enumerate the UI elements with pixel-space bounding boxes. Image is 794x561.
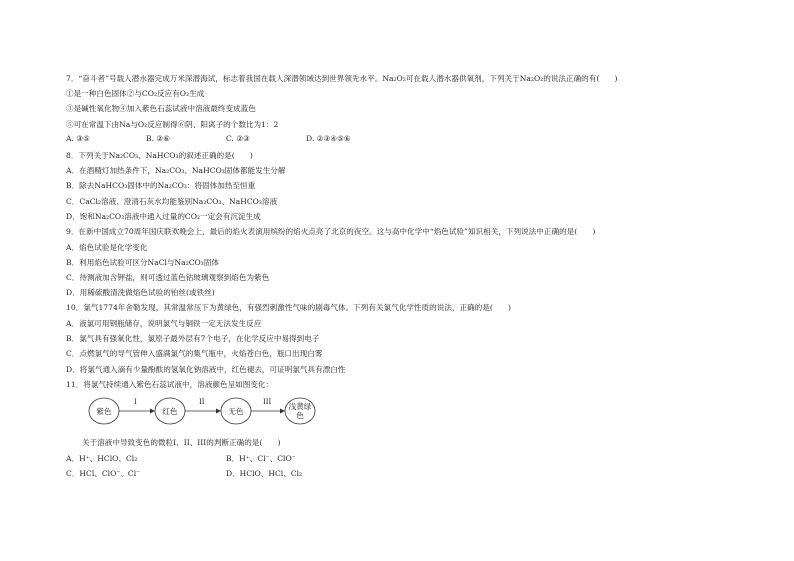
node-red: 红色 bbox=[162, 406, 178, 416]
q11-option-c: C．HCl、ClO⁻、Cl⁻ bbox=[66, 469, 141, 478]
color-change-diagram bbox=[88, 396, 348, 426]
q7-option-a: A. ③⑤ bbox=[66, 134, 90, 143]
q7-option-d: D. ②③④⑤⑥ bbox=[306, 134, 351, 143]
q8-option-d: D．饱和Na₂CO₃溶液中通入过量的CO₂一定会有沉淀生成 bbox=[66, 212, 261, 221]
step-label-3: III bbox=[263, 398, 272, 406]
q8-option-a: A．在酒精灯加热条件下，Na₂CO₃、NaHCO₃固体都能发生分解 bbox=[66, 166, 286, 175]
q11-subquestion: 关于溶液中导致变色的微粒I、II、III的判断正确的是( ) bbox=[82, 438, 281, 447]
q11-option-b: B．H⁺、Cl⁻、ClO⁻ bbox=[226, 454, 296, 463]
q10-option-c: C．点燃氯气的导气管伸入盛满氯气的集气瓶中，火焰苍白色，瓶口出现白雾 bbox=[66, 349, 323, 358]
q7-statement-3: ⑤可在常温下由Na与O₂反应制得⑥阴、阳离子的个数比为1：2 bbox=[66, 120, 279, 129]
q7-option-c: C. ②③ bbox=[226, 134, 250, 143]
q9-option-d: D．用稀硫酸清洗做焰色试验的铂丝(或铁丝) bbox=[66, 288, 215, 297]
q11-option-d: D．HClO、HCl、Cl₂ bbox=[226, 469, 303, 478]
q11-stem: 11．将氯气持续通入紫色石蕊试液中，溶液颜色呈如图变化： bbox=[66, 380, 274, 389]
node-colorless: 无色 bbox=[228, 406, 244, 416]
q7-stem: 7．“奋斗者”号载人潜水器完成万米深潜海试，标志着我国在载人深潜领域达到世界领先水平。Na₂O₂可在载人潜水器供氧剂，下列关于Na₂O₂的说法正确的有( ) bbox=[66, 74, 618, 83]
q8-stem: 8．下列关于Na₂CO₃、NaHCO₃的叙述正确的是( ) bbox=[66, 151, 253, 160]
q9-stem: 9．在新中国成立70周年国庆联欢晚会上，最后的焰火表演用缤纷的焰火点亮了北京的夜空。这与高中化学中“焰色试验”知识相关，下列说法中正确的是( ) bbox=[66, 227, 596, 236]
arrowhead-3 bbox=[280, 409, 285, 414]
q10-option-d: D．将氯气通入滴有少量酚酞的氢氧化钠溶液中，红色褪去，可证明氯气具有漂白性 bbox=[66, 365, 346, 374]
step-label-2: II bbox=[199, 398, 205, 406]
q8-option-c: C．CaCl₂溶液、澄清石灰水均能鉴别Na₂CO₃、NaHCO₃溶液 bbox=[66, 197, 278, 206]
q9-option-b: B．利用焰色试验可区分NaCl与Na₂CO₃固体 bbox=[66, 258, 220, 267]
q8-option-b: B．除去NaHCO₃固体中的Na₂CO₃：将固体加热至恒重 bbox=[66, 181, 256, 190]
node-pale-yellow-green: 浅黄绿色 bbox=[288, 402, 312, 420]
q9-option-a: A．焰色试验是化学变化 bbox=[66, 243, 148, 252]
q7-statement-1: ①是一种白色固体②与CO₂反应有O₂生成 bbox=[66, 89, 205, 98]
q7-statement-2: ③是碱性氧化物④加入紫色石蕊试液中溶液最终变成蓝色 bbox=[66, 104, 256, 113]
q10-option-b: B．氯气具有强氧化性，氯原子最外层有7个电子，在化学反应中易得到电子 bbox=[66, 334, 320, 343]
q10-option-a: A．液氯可用钢瓶储存，说明氯气与铜铁一定无法发生反应 bbox=[66, 319, 262, 328]
step-label-1: I bbox=[134, 398, 137, 406]
node-purple: 紫色 bbox=[96, 406, 112, 416]
q11-option-a: A．H⁺、HClO、Cl₂ bbox=[66, 454, 138, 463]
q7-option-b: B. ②⑥ bbox=[146, 134, 171, 143]
q10-stem: 10．氯气1774年舍勒发现，其常温常压下为黄绿色，有强烈刺激性气味的剧毒气体。下列有关氯气化学性质的说法，正确的是( ) bbox=[66, 303, 511, 312]
q9-option-c: C．待测液加含钾盐，则可透过蓝色钴玻璃观察到焰色为紫色 bbox=[66, 273, 270, 282]
